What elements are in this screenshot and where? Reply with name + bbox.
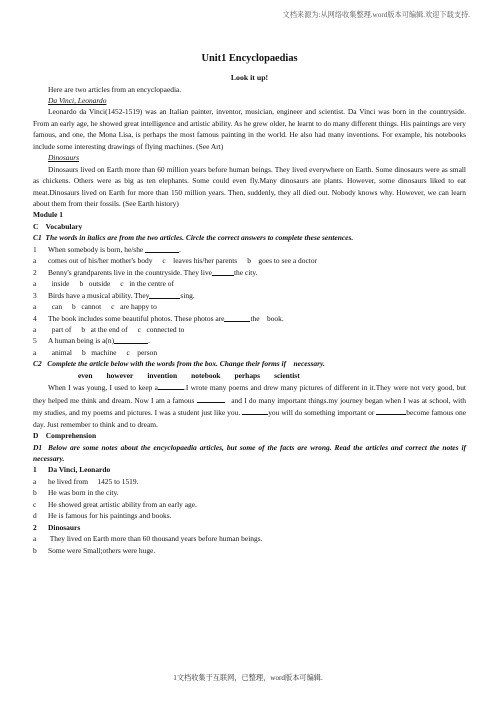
page-footer: 1文档收集于互联网，已整理，word版本可编辑. xyxy=(173,674,323,682)
word-box-item: scientist xyxy=(274,370,300,380)
answer-blank[interactable] xyxy=(376,406,406,415)
c2-passage: When I was young, I used to keep a .I wrote many poems and drew many pictures of different in it.They were not very good, but they helped me think and dream. Now I am a famous and I do many important things.my journey began when I was at school, with my studies, and my poems and pictures. I was a student just like you. you will do something important or become famous one day. Just remember to think and to dream. xyxy=(33,383,467,429)
c1-options-5: a animal b machine c person xyxy=(33,347,158,357)
d1-note: a he lived from 1425 to 1519. xyxy=(33,476,139,486)
d1-instruction: D1 Below are some notes about the encyclopaedia articles, but some of the facts are wrong. Read the articles and correct the notes if necessary. xyxy=(33,442,466,463)
article2-body: Dinosaurs lived on Earth more than 60 million years before human beings. They lived everywhere on Earth. Some dinosaurs were as small as chickens. Others were as big as ten elephants. Some could even fly.Many dinosaurs ate plants. However, some dinosaurs liked to eat meat.Dinosaurs lived on Earth for more than 150 million years. Then, suddenly, they all died out. Nobody knows why. However, we can learn about them from their fossils. (See Earth history) xyxy=(33,164,466,209)
answer-blank[interactable] xyxy=(145,244,179,253)
answer-blank[interactable] xyxy=(242,406,268,415)
d1-note: a They lived on Earth more than 60 thousand years before human beings. xyxy=(33,534,263,544)
module-heading: Module 1 xyxy=(33,210,63,220)
answer-blank[interactable] xyxy=(158,381,184,390)
c1-options-4: a part of b at the end of c connected to xyxy=(33,325,185,335)
article1-body: Leonardo da Vinci(1452-1519) was an Italian painter, inventor, musician, engineer and scientist. Da Vinci was born in the countryside. From an early age, he showed great intelligence and artistic ability. As he grew older, he learnt to do many different things. His paintings are very famous, and one, the Mona Lisa, is perhaps the most famous painting in the world. He also had many inventions. For example, his notebooks include some interesting drawings of flying machines. (See Art) xyxy=(33,107,467,151)
c1-question-3: 3 Birds have a musical ability. They sing. xyxy=(33,290,195,300)
answer-blank[interactable] xyxy=(149,290,180,299)
article2-heading: Dinosaurs xyxy=(48,153,79,163)
d1-note: b Some were Small;others were huge. xyxy=(33,545,156,555)
word-box-item: even xyxy=(78,370,93,380)
article1-heading: Da Vinci, Leonardo xyxy=(48,95,107,105)
c1-instruction: C1 The words in italics are from the two articles. Circle the correct answers to complete these sentences. xyxy=(33,233,354,243)
answer-blank[interactable] xyxy=(224,313,250,322)
d1-note: c He showed great artistic ability from an early age. xyxy=(33,499,197,509)
word-box-item: invention xyxy=(147,370,178,380)
section-subtitle: Look it up! xyxy=(230,73,269,82)
d1-note: d He is famous for his paintings and books. xyxy=(33,511,172,521)
c1-question-5: 5 A human being is a(n) . xyxy=(33,336,150,346)
d1-note: b He was born in the city. xyxy=(33,488,119,498)
c1-options-2: a inside b outside c in the centre of xyxy=(33,279,174,289)
section-d-heading: D Comprehension xyxy=(33,431,97,441)
unit-title: Unit1 Encyclopaedias xyxy=(201,53,298,64)
c2-word-box xyxy=(33,370,466,381)
section-c-heading: C Vocabulary xyxy=(33,221,83,231)
document-body xyxy=(33,53,466,556)
c1-question-1: 1 When somebody is born, he/she . xyxy=(33,244,181,254)
page-header: 文档来源为:从网络收集整理.word版本可编辑.欢迎下载支持. xyxy=(282,11,470,19)
c1-options-3: a can b cannot c are happy to xyxy=(33,302,157,312)
d1-group-2-title: 2 Dinosaurs xyxy=(33,522,81,532)
word-box-item: however xyxy=(106,370,134,380)
c2-instruction: C2 Complete the article below with the words from the box. Change their forms if necessary. xyxy=(33,359,325,369)
word-box-item: notebook xyxy=(191,370,221,380)
c1-question-4: 4 The book includes some beautiful photos. These photos are the book. xyxy=(33,313,284,323)
intro-text: Here are two articles from an encyclopaedia. xyxy=(48,84,182,94)
d1-group-1-title: 1 Da Vinci, Leonardo xyxy=(33,465,111,475)
answer-blank[interactable] xyxy=(197,394,225,403)
answer-blank[interactable] xyxy=(212,267,234,276)
c1-question-2: 2 Benny's grandparents live in the countryside. They live the city. xyxy=(33,267,258,277)
word-box-item: perhaps xyxy=(234,370,261,380)
answer-blank[interactable] xyxy=(114,335,148,344)
c1-options-1: a comes out of his/her mother's body c leaves his/her parents b goes to see a doctor xyxy=(33,256,318,266)
